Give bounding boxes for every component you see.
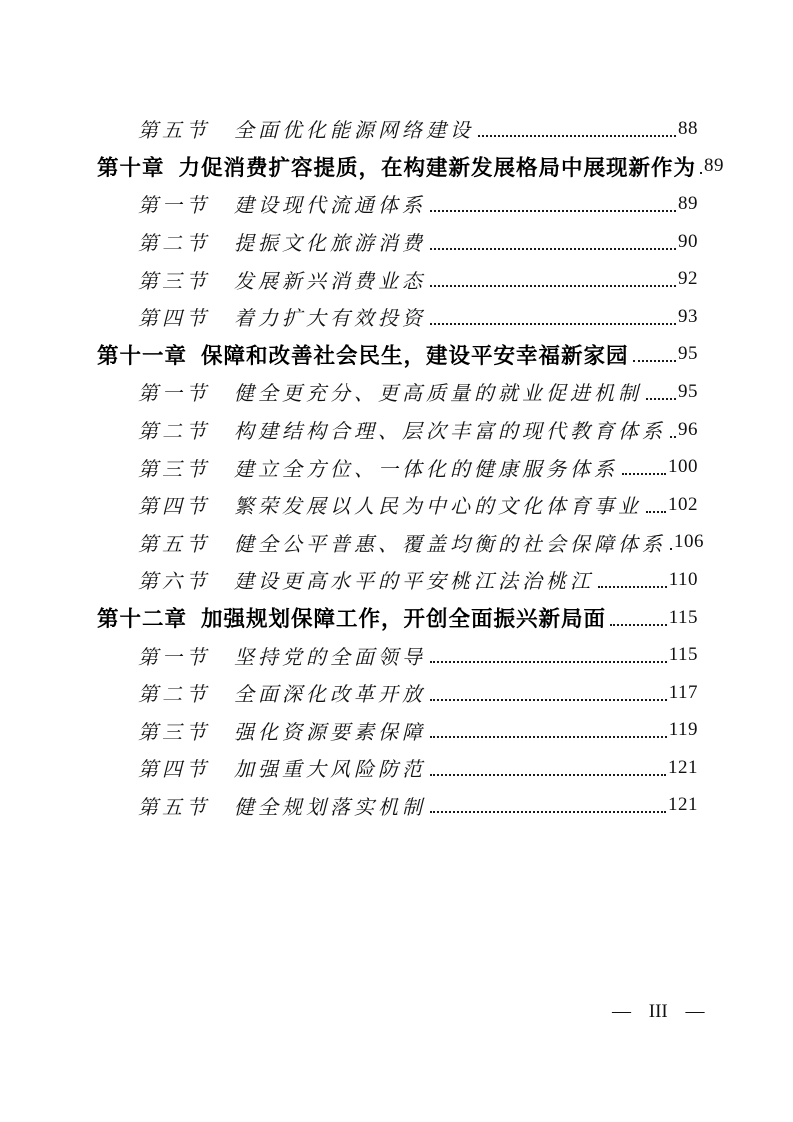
dot-leader [430, 774, 666, 776]
toc-entry-title: 保障和改善社会民生，建设平安幸福新家园 [201, 343, 629, 368]
toc-chapter-entry[interactable] [97, 336, 698, 374]
toc-entry-label: 第五节 [138, 796, 210, 819]
toc-entry-title: 全面深化改革开放 [234, 684, 426, 707]
toc-entry-page-number: 96 [678, 418, 698, 440]
toc-entry-label: 第十章 [97, 155, 165, 180]
toc-section-entry[interactable] [97, 185, 698, 223]
toc-entry-page-number: 106 [674, 531, 704, 553]
toc-entry-label: 第四节 [138, 759, 210, 782]
toc-entry-label: 第五节 [138, 533, 210, 556]
toc-entry-label: 第三节 [138, 458, 210, 481]
toc-entry-page-number: 102 [668, 493, 698, 515]
toc-section-entry[interactable] [97, 787, 698, 825]
dot-leader [646, 511, 666, 513]
toc-section-entry[interactable] [97, 411, 698, 449]
dot-leader [598, 586, 667, 588]
toc-chapter-entry[interactable] [97, 599, 698, 637]
toc-section-entry[interactable] [97, 373, 698, 411]
toc-entry-title: 坚持党的全面领导 [234, 646, 426, 669]
toc-entry-title: 建设更高水平的平安桃江法治桃江 [234, 571, 594, 594]
dot-leader [633, 360, 676, 362]
toc-section-entry[interactable] [97, 298, 698, 336]
toc-entry-page-number: 110 [668, 568, 698, 590]
toc-section-entry[interactable] [97, 712, 698, 750]
dot-leader [430, 736, 667, 738]
toc-entry-label: 第六节 [138, 571, 210, 594]
toc-entry-page-number: 93 [678, 305, 698, 327]
toc-entry-page-number: 121 [668, 794, 698, 816]
dot-leader [622, 473, 666, 475]
toc-section-entry[interactable] [97, 561, 698, 599]
toc-section-entry[interactable] [97, 260, 698, 298]
dot-leader [478, 135, 676, 137]
dot-leader [610, 624, 667, 626]
toc-entry-page-number: 119 [668, 719, 698, 741]
toc-entry-label: 第二节 [138, 421, 210, 444]
toc-entry-label: 第十一章 [97, 343, 188, 368]
dot-leader [670, 436, 676, 438]
toc-entry-title: 着力扩大有效投资 [234, 308, 426, 331]
toc-entry-title: 健全公平普惠、覆盖均衡的社会保障体系 [234, 533, 666, 556]
dot-leader [700, 172, 702, 174]
table-of-contents [97, 110, 725, 824]
dot-leader [430, 248, 676, 250]
toc-section-entry[interactable] [97, 524, 704, 562]
toc-entry-page-number: 121 [668, 756, 698, 778]
toc-entry-label: 第三节 [138, 721, 210, 744]
toc-chapter-entry[interactable] [97, 148, 725, 186]
toc-section-entry[interactable] [97, 636, 698, 674]
dot-leader [430, 210, 676, 212]
toc-section-entry[interactable] [97, 486, 698, 524]
toc-entry-label: 第十二章 [97, 607, 188, 632]
toc-entry-title: 加强规划保障工作，开创全面振兴新局面 [201, 607, 607, 632]
toc-entry-title: 建立全方位、一体化的健康服务体系 [234, 458, 618, 481]
dot-leader [430, 661, 667, 663]
toc-entry-page-number: 115 [668, 644, 698, 666]
toc-entry-title: 健全更充分、更高质量的就业促进机制 [234, 383, 642, 406]
toc-entry-label: 第四节 [138, 308, 210, 331]
toc-section-entry[interactable] [97, 110, 698, 148]
toc-entry-page-number: 88 [678, 117, 698, 139]
dot-leader [670, 548, 672, 550]
toc-entry-page-number: 115 [668, 606, 698, 628]
toc-entry-label: 第一节 [138, 195, 210, 218]
toc-entry-label: 第三节 [138, 270, 210, 293]
dot-leader [430, 285, 676, 287]
toc-section-entry[interactable] [97, 674, 698, 712]
dot-leader [430, 811, 666, 813]
toc-entry-title: 构建结构合理、层次丰富的现代教育体系 [234, 421, 666, 444]
toc-section-entry[interactable] [97, 223, 698, 261]
toc-entry-page-number: 117 [668, 681, 698, 703]
toc-entry-label: 第一节 [138, 646, 210, 669]
toc-entry-title: 提振文化旅游消费 [234, 233, 426, 256]
toc-entry-page-number: 95 [678, 343, 698, 365]
toc-section-entry[interactable] [97, 448, 698, 486]
toc-entry-title: 繁荣发展以人民为中心的文化体育事业 [234, 496, 642, 519]
toc-entry-page-number: 100 [668, 456, 698, 478]
toc-entry-title: 加强重大风险防范 [234, 759, 426, 782]
toc-entry-page-number: 89 [678, 192, 698, 214]
toc-entry-title: 全面优化能源网络建设 [234, 120, 474, 143]
toc-entry-label: 第二节 [138, 233, 210, 256]
dot-leader [430, 699, 667, 701]
dot-leader [646, 398, 676, 400]
toc-entry-page-number: 89 [704, 155, 725, 177]
toc-entry-page-number: 92 [678, 268, 698, 290]
toc-entry-title: 健全规划落实机制 [234, 796, 426, 819]
toc-entry-label: 第五节 [138, 120, 210, 143]
toc-entry-title: 发展新兴消费业态 [234, 270, 426, 293]
dot-leader [430, 323, 676, 325]
toc-entry-page-number: 95 [678, 380, 698, 402]
toc-entry-title: 建设现代流通体系 [234, 195, 426, 218]
toc-entry-label: 第四节 [138, 496, 210, 519]
toc-entry-page-number: 90 [678, 230, 698, 252]
toc-entry-title: 力促消费扩容提质，在构建新发展格局中展现新作为 [178, 155, 697, 180]
toc-entry-label: 第二节 [138, 684, 210, 707]
page-number: — III — [612, 1001, 705, 1022]
toc-entry-title: 强化资源要素保障 [234, 721, 426, 744]
toc-section-entry[interactable] [97, 749, 698, 787]
toc-entry-label: 第一节 [138, 383, 210, 406]
